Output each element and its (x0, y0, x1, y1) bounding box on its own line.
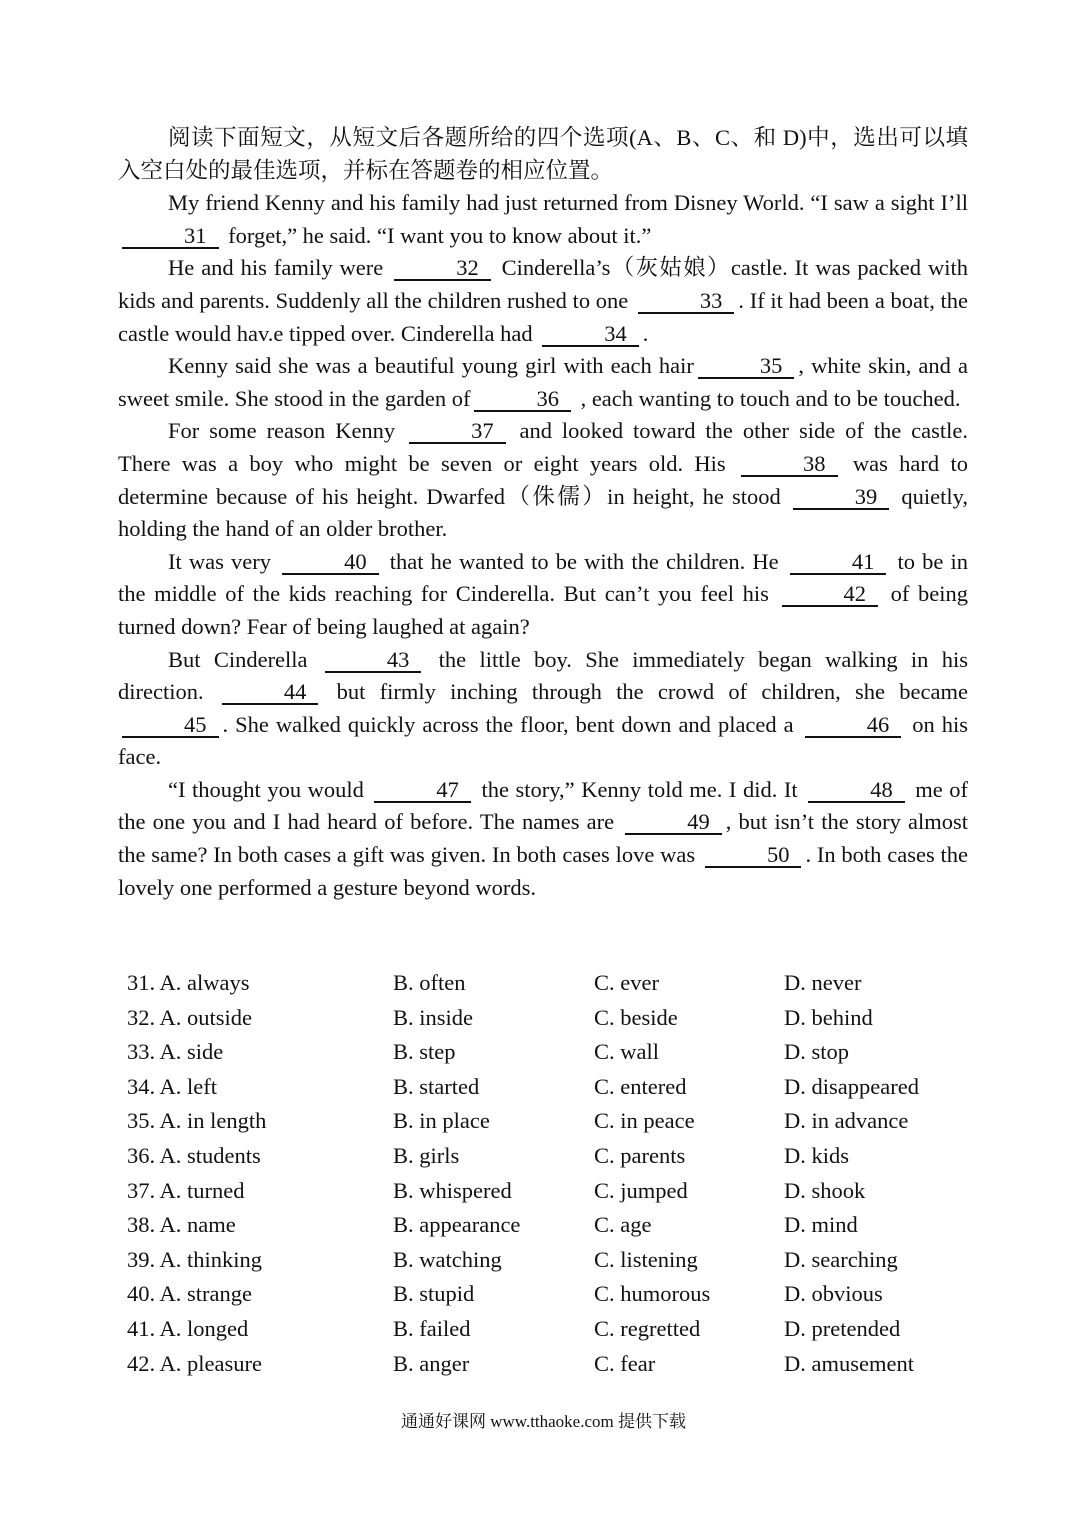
option-a: 32. A. outside (127, 1004, 253, 1030)
blank-48: 48 (808, 779, 905, 803)
option-d: D. in advance (784, 1108, 909, 1134)
option-b: B. failed (393, 1315, 471, 1341)
blank-37: 37 (409, 420, 506, 444)
option-c: C. jumped (594, 1177, 688, 1203)
passage-text: . If it had been a boat, the castle would hav.e tipped over. Cinderella had (118, 287, 968, 346)
option-c: C. wall (594, 1039, 659, 1065)
option-row (127, 1143, 967, 1178)
passage-paragraph (118, 415, 968, 545)
passage-text: , white skin, and a sweet smile. She stood in the garden of (118, 353, 968, 411)
option-c: C. entered (594, 1073, 687, 1099)
cloze-passage (118, 122, 968, 904)
option-a: 39. A. thinking (127, 1246, 263, 1272)
option-a: 33. A. side (127, 1039, 224, 1065)
option-d: D. pretended (784, 1315, 901, 1341)
option-d: D. never (784, 970, 862, 995)
blank-39: 39 (793, 486, 890, 510)
option-a: 41. A. longed (127, 1315, 249, 1341)
option-a: 36. A. students (127, 1142, 261, 1168)
option-a: 38. A. name (127, 1212, 236, 1238)
blank-31: 31 (122, 225, 219, 249)
passage-text: to be in the middle of the kids reaching for Cinderella. But can’t you feel his (118, 548, 968, 607)
passage-text: . (642, 320, 649, 346)
option-b: B. stupid (393, 1281, 475, 1307)
option-b: B. watching (393, 1246, 502, 1272)
passage-text: the story,” Kenny told me. I did. It (474, 776, 805, 802)
blank-36: 36 (474, 388, 571, 412)
option-a: 37. A. turned (127, 1177, 245, 1203)
passage-paragraph (118, 644, 968, 774)
option-c: C. fear (594, 1350, 656, 1376)
blank-42: 42 (782, 583, 879, 607)
passage-text: For some reason Kenny (168, 418, 406, 444)
passage-text: forget,” he said. “I want you to know about it.” (222, 222, 652, 248)
answer-options (127, 970, 967, 1385)
passage-text: But Cinderella (168, 646, 321, 672)
option-a: 42. A. pleasure (127, 1350, 262, 1376)
option-row (127, 1247, 967, 1282)
option-d: D. obvious (784, 1281, 883, 1307)
option-row (127, 1108, 967, 1143)
option-row (127, 1178, 967, 1213)
option-c: C. listening (594, 1246, 698, 1272)
option-row (127, 1039, 967, 1074)
option-c: C. humorous (594, 1281, 711, 1307)
passage-paragraph (118, 774, 968, 904)
option-b: B. anger (393, 1350, 470, 1376)
passage-text: It was very (168, 548, 279, 574)
passage-text: Cinderella’s（灰姑娘）castle. It was packed with kids and parents. Suddenly all the children rushed to one (118, 255, 968, 313)
passage-text: . In both cases the lovely one performed a gesture beyond words. (118, 842, 968, 900)
passage-text: , each wanting to touch and to be touched. (574, 385, 961, 411)
instruction-paragraph: 阅读下面短文，从短文后各题所给的四个选项(A、B、C、和 D)中，选出可以填入空白处的最佳选项，并标在答题卷的相应位置。 (118, 125, 968, 183)
option-b: B. started (393, 1073, 480, 1099)
passage-text: and looked toward the other side of the castle. There was a boy who might be seven or eight years old. His (118, 418, 968, 476)
passage-text: My friend Kenny and his family had just returned from Disney World. “I saw a sight I’ll (168, 190, 968, 216)
blank-32: 32 (394, 257, 491, 281)
option-d: D. stop (784, 1039, 850, 1065)
option-b: B. in place (393, 1108, 490, 1134)
blank-38: 38 (741, 453, 838, 477)
passage-text: was hard to determine because of his height. Dwarfed（侏儒）in height, he stood (118, 450, 968, 509)
passage-text: of being turned down? Fear of being laughed at again? (118, 581, 968, 639)
passage-text: the little boy. She immediately began walking in his direction. (118, 646, 968, 705)
option-b: B. appearance (393, 1212, 521, 1238)
option-row (127, 1212, 967, 1247)
option-row (127, 1005, 967, 1040)
option-c: C. beside (594, 1004, 678, 1030)
option-c: C. ever (594, 970, 659, 995)
option-b: B. girls (393, 1142, 460, 1168)
blank-43: 43 (325, 649, 422, 673)
option-row (127, 1316, 967, 1351)
blank-35: 35 (698, 355, 795, 379)
passage-text: “I thought you would (168, 776, 371, 802)
option-a: 31. A. always (127, 970, 250, 995)
blank-44: 44 (222, 681, 319, 705)
option-row (127, 1351, 967, 1386)
blank-34: 34 (542, 323, 639, 347)
passage-text: . She walked quickly across the floor, bent down and placed a (222, 711, 801, 737)
passage-text: me of the one you and I had heard of before. The names are (118, 776, 969, 835)
option-a: 35. A. in length (127, 1108, 267, 1134)
blank-40: 40 (282, 551, 379, 575)
option-d: D. kids (784, 1142, 850, 1168)
option-a: 34. A. left (127, 1073, 217, 1099)
option-d: D. searching (784, 1246, 898, 1272)
blank-50: 50 (705, 844, 802, 868)
blank-33: 33 (638, 290, 735, 314)
option-b: B. whispered (393, 1177, 512, 1203)
option-c: C. parents (594, 1142, 686, 1168)
blank-41: 41 (790, 551, 887, 575)
blank-45: 45 (122, 714, 219, 738)
option-b: B. often (393, 970, 466, 995)
passage-text: He and his family were (168, 255, 391, 281)
option-c: C. regretted (594, 1315, 701, 1341)
option-c: C. in peace (594, 1108, 695, 1134)
option-d: D. disappeared (784, 1073, 919, 1099)
passage-text: that he wanted to be with the children. He (382, 548, 786, 574)
blank-47: 47 (374, 779, 471, 803)
passage-text: but firmly inching through the crowd of children, she became (322, 679, 968, 705)
passage-text: Kenny said she was a beautiful young girl with each hair (168, 353, 694, 379)
passage-paragraph (118, 252, 968, 350)
passage-paragraph (118, 187, 968, 252)
option-b: B. inside (393, 1004, 474, 1030)
blank-46: 46 (805, 714, 902, 738)
passage-text: on his face. (118, 711, 969, 770)
blank-49: 49 (625, 811, 722, 835)
option-row (127, 1281, 967, 1316)
option-row (127, 970, 967, 1005)
passage-paragraphs (118, 187, 968, 904)
option-b: B. step (393, 1039, 456, 1065)
passage-paragraph (118, 546, 968, 644)
passage-text: quietly, holding the hand of an older brother. (118, 483, 968, 542)
option-a: 40. A. strange (127, 1281, 252, 1307)
option-d: D. mind (784, 1212, 858, 1238)
option-d: D. behind (784, 1004, 873, 1030)
passage-text: , but isn’t the story almost the same? In both cases a gift was given. In both cases love was (118, 809, 968, 868)
option-d: D. shook (784, 1177, 866, 1203)
option-c: C. age (594, 1212, 652, 1238)
option-row (127, 1074, 967, 1109)
page-footer: 通通好课网 www.tthaoke.com 提供下载 (400, 1412, 687, 1431)
passage-paragraph (118, 350, 968, 415)
option-d: D. amusement (784, 1350, 914, 1376)
